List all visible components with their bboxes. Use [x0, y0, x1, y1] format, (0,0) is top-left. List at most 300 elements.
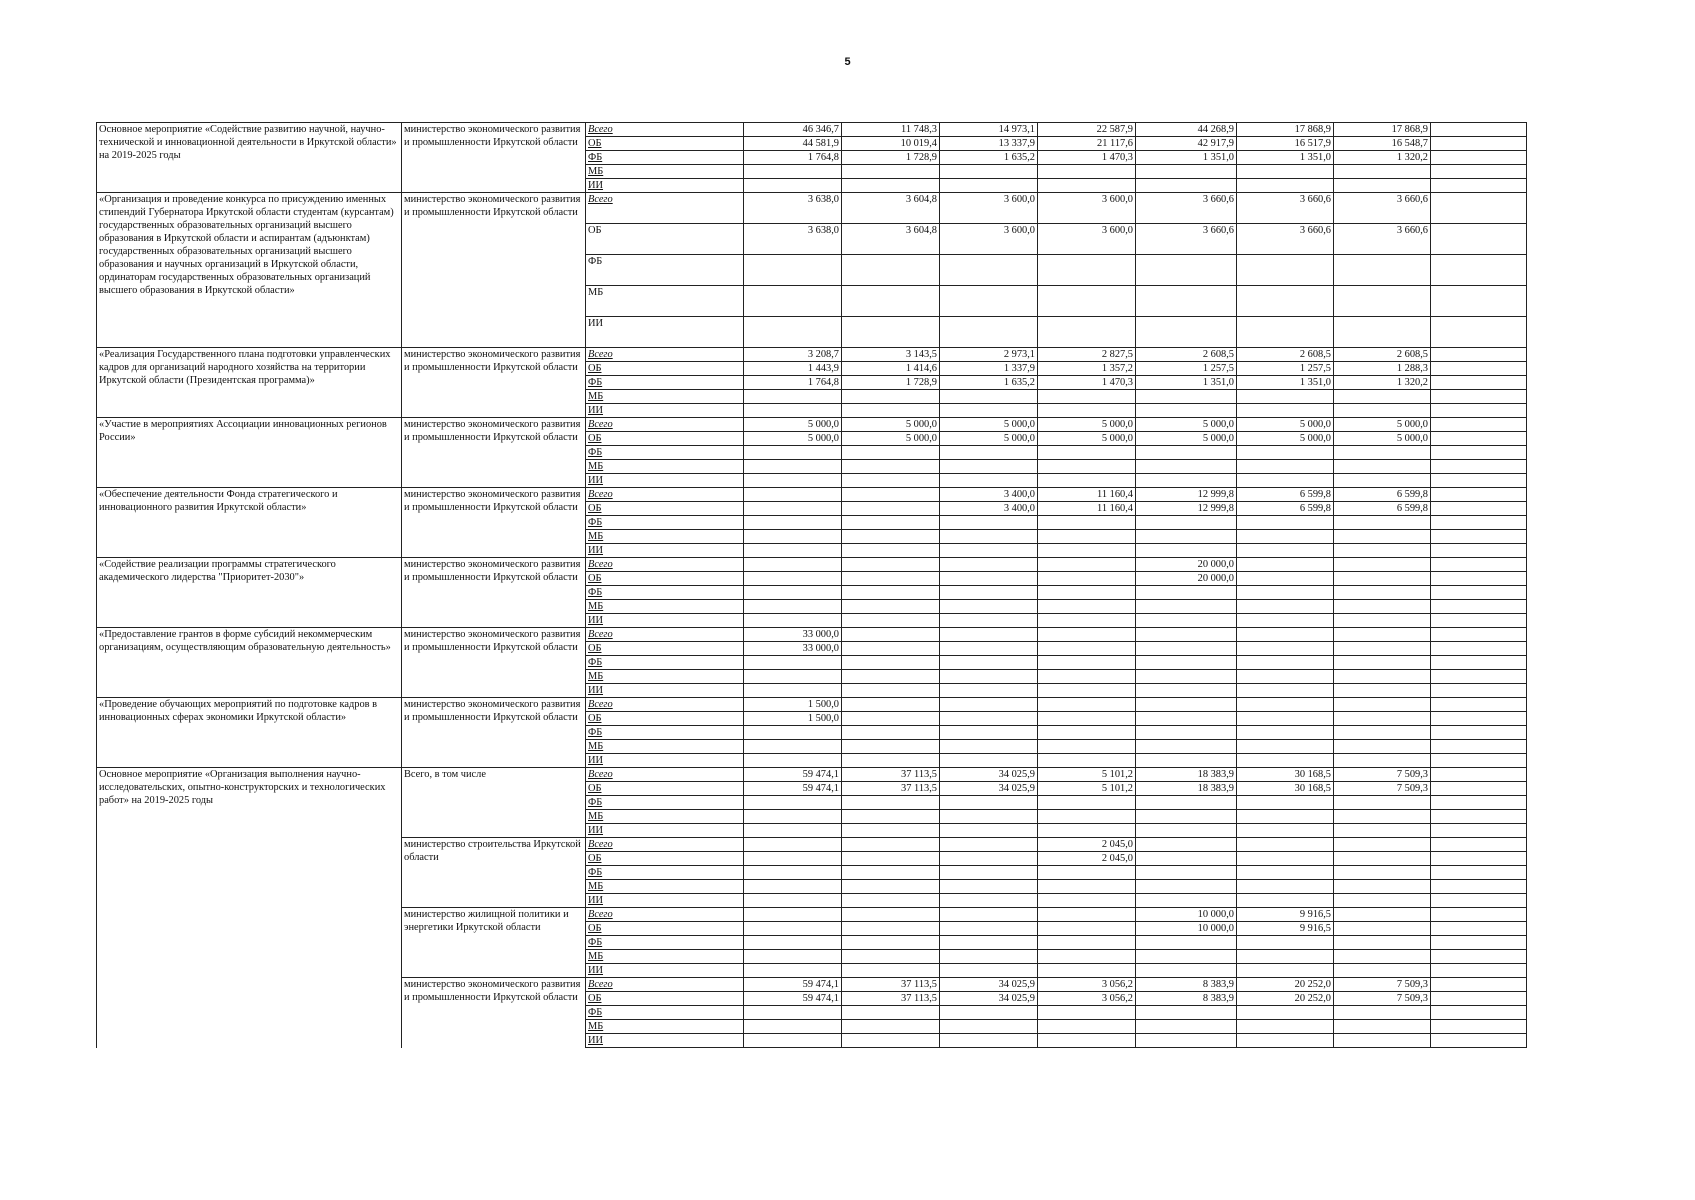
amount-cell: 1 351,0 [1136, 376, 1237, 390]
amount-cell [1431, 348, 1527, 362]
amount-cell [1334, 255, 1431, 286]
amount-cell: 3 638,0 [744, 193, 842, 224]
amount-cell: 1 257,5 [1136, 362, 1237, 376]
amount-cell [842, 474, 940, 488]
amount-cell: 3 400,0 [940, 488, 1038, 502]
amount-cell [842, 838, 940, 852]
amount-cell [1334, 446, 1431, 460]
amount-cell [744, 1006, 842, 1020]
responsible-executor: Всего, в том числе [402, 768, 586, 838]
amount-cell [1038, 404, 1136, 418]
amount-cell: 11 160,4 [1038, 488, 1136, 502]
amount-cell [1038, 894, 1136, 908]
amount-cell [1431, 698, 1527, 712]
amount-cell [1334, 317, 1431, 348]
amount-cell: 59 474,1 [744, 992, 842, 1006]
amount-cell: 3 660,6 [1136, 193, 1237, 224]
amount-cell [1136, 852, 1237, 866]
amount-cell [744, 165, 842, 179]
amount-cell [1136, 165, 1237, 179]
amount-cell [1038, 642, 1136, 656]
amount-cell [940, 950, 1038, 964]
amount-cell [1431, 123, 1527, 137]
amount-cell [842, 628, 940, 642]
amount-cell [1431, 614, 1527, 628]
amount-cell [940, 516, 1038, 530]
amount-cell [1334, 908, 1431, 922]
amount-cell [1038, 572, 1136, 586]
page-number: 5 [844, 56, 851, 68]
amount-cell [1237, 530, 1334, 544]
amount-cell [940, 460, 1038, 474]
funding-source: ОБ [586, 224, 744, 255]
responsible-executor: министерство экономического развития и промышленности Иркутской области [402, 558, 586, 628]
amount-cell [1038, 656, 1136, 670]
event-block [97, 698, 1527, 768]
amount-cell [1334, 950, 1431, 964]
amount-cell [1334, 726, 1431, 740]
amount-cell [744, 544, 842, 558]
amount-cell [940, 656, 1038, 670]
amount-cell [1431, 586, 1527, 600]
amount-cell [1237, 684, 1334, 698]
amount-cell [1431, 572, 1527, 586]
funding-source: ИИ [586, 684, 744, 698]
amount-cell [842, 255, 940, 286]
table-row [97, 418, 1527, 432]
amount-cell [1334, 642, 1431, 656]
funding-source: Всего [586, 418, 744, 432]
amount-cell [1431, 600, 1527, 614]
amount-cell [940, 754, 1038, 768]
amount-cell: 7 509,3 [1334, 768, 1431, 782]
amount-cell [1038, 712, 1136, 726]
amount-cell [1038, 726, 1136, 740]
amount-cell [1237, 460, 1334, 474]
amount-cell [842, 614, 940, 628]
amount-cell [744, 796, 842, 810]
amount-cell [842, 1006, 940, 1020]
amount-cell [1136, 530, 1237, 544]
amount-cell [1038, 698, 1136, 712]
amount-cell [1431, 754, 1527, 768]
amount-cell [744, 502, 842, 516]
funding-source: Всего [586, 838, 744, 852]
program-name: «Предоставление грантов в форме субсидий некоммерческим организациям, осуществляющим образовательную деятельность» [97, 628, 402, 698]
amount-cell [1136, 642, 1237, 656]
amount-cell: 1 500,0 [744, 698, 842, 712]
amount-cell: 12 999,8 [1136, 488, 1237, 502]
amount-cell [1237, 255, 1334, 286]
amount-cell: 7 509,3 [1334, 782, 1431, 796]
amount-cell [1334, 165, 1431, 179]
amount-cell [1038, 544, 1136, 558]
amount-cell [842, 286, 940, 317]
amount-cell [1334, 922, 1431, 936]
amount-cell: 1 337,9 [940, 362, 1038, 376]
amount-cell [842, 712, 940, 726]
amount-cell [842, 572, 940, 586]
amount-cell [1237, 698, 1334, 712]
amount-cell: 5 000,0 [744, 432, 842, 446]
amount-cell [1136, 936, 1237, 950]
amount-cell: 7 509,3 [1334, 992, 1431, 1006]
amount-cell [1038, 600, 1136, 614]
amount-cell: 20 000,0 [1136, 558, 1237, 572]
amount-cell [1237, 404, 1334, 418]
amount-cell [1431, 838, 1527, 852]
amount-cell [1038, 1006, 1136, 1020]
amount-cell [940, 446, 1038, 460]
amount-cell [1431, 810, 1527, 824]
amount-cell [1136, 838, 1237, 852]
amount-cell [940, 317, 1038, 348]
amount-cell [1431, 460, 1527, 474]
amount-cell [1038, 964, 1136, 978]
funding-source: МБ [586, 950, 744, 964]
amount-cell: 18 383,9 [1136, 782, 1237, 796]
funding-source: ОБ [586, 362, 744, 376]
amount-cell [1136, 586, 1237, 600]
funding-source: ОБ [586, 572, 744, 586]
funding-source: Всего [586, 558, 744, 572]
amount-cell [1136, 1034, 1237, 1048]
amount-cell [842, 656, 940, 670]
amount-cell: 1 357,2 [1038, 362, 1136, 376]
amount-cell [1237, 165, 1334, 179]
amount-cell [1334, 460, 1431, 474]
amount-cell [1136, 754, 1237, 768]
amount-cell [1237, 852, 1334, 866]
funding-source: ИИ [586, 404, 744, 418]
amount-cell [940, 796, 1038, 810]
amount-cell [1237, 642, 1334, 656]
amount-cell [1038, 317, 1136, 348]
amount-cell [940, 404, 1038, 418]
responsible-executor: министерство экономического развития и промышленности Иркутской области [402, 488, 586, 558]
amount-cell [744, 880, 842, 894]
amount-cell [1038, 530, 1136, 544]
amount-cell [842, 1020, 940, 1034]
amount-cell [1038, 1020, 1136, 1034]
amount-cell [842, 894, 940, 908]
amount-cell [1334, 670, 1431, 684]
amount-cell [842, 516, 940, 530]
table-row [97, 193, 1527, 224]
amount-cell [1038, 586, 1136, 600]
amount-cell [940, 684, 1038, 698]
amount-cell [744, 572, 842, 586]
amount-cell [1431, 516, 1527, 530]
amount-cell [744, 852, 842, 866]
amount-cell [1237, 179, 1334, 193]
amount-cell [1136, 600, 1237, 614]
amount-cell [744, 558, 842, 572]
amount-cell [1334, 286, 1431, 317]
amount-cell [1136, 460, 1237, 474]
amount-cell: 44 581,9 [744, 137, 842, 151]
amount-cell [1038, 628, 1136, 642]
amount-cell [1431, 978, 1527, 992]
amount-cell: 5 000,0 [1237, 432, 1334, 446]
amount-cell [1431, 866, 1527, 880]
amount-cell [1431, 286, 1527, 317]
funding-source: ОБ [586, 712, 744, 726]
amount-cell [940, 936, 1038, 950]
amount-cell: 2 608,5 [1237, 348, 1334, 362]
amount-cell [940, 880, 1038, 894]
amount-cell [1431, 852, 1527, 866]
amount-cell: 59 474,1 [744, 978, 842, 992]
amount-cell [940, 530, 1038, 544]
program-name: «Организация и проведение конкурса по присуждению именных стипендий Губернатора Иркутской области студентам (курсантам) государственных образовательных организаций высшего образования в Иркутской области и аспирантам (адъюнктам) государственных образовательных организаций высшего образования и научных организаций в Иркутской области, ординаторам государственных образовательных организаций высшего образования в Иркутской области» [97, 193, 402, 348]
amount-cell [1237, 446, 1334, 460]
funding-source: Всего [586, 628, 744, 642]
amount-cell [1136, 516, 1237, 530]
funding-source: ФБ [586, 516, 744, 530]
event-block [97, 488, 1527, 558]
amount-cell: 1 351,0 [1237, 376, 1334, 390]
amount-cell: 1 728,9 [842, 376, 940, 390]
amount-cell: 5 000,0 [940, 418, 1038, 432]
amount-cell [842, 600, 940, 614]
amount-cell [940, 740, 1038, 754]
amount-cell [1136, 317, 1237, 348]
amount-cell [842, 179, 940, 193]
amount-cell [1038, 1034, 1136, 1048]
responsible-executor: министерство экономического развития и промышленности Иркутской области [402, 123, 586, 193]
amount-cell: 6 599,8 [1237, 502, 1334, 516]
amount-cell: 5 000,0 [1038, 432, 1136, 446]
amount-cell [1136, 796, 1237, 810]
amount-cell [1038, 255, 1136, 286]
amount-cell: 34 025,9 [940, 992, 1038, 1006]
amount-cell: 33 000,0 [744, 628, 842, 642]
financing-table [96, 122, 1527, 1048]
amount-cell [1237, 1020, 1334, 1034]
amount-cell [744, 936, 842, 950]
amount-cell [1237, 950, 1334, 964]
amount-cell [1431, 628, 1527, 642]
amount-cell [1334, 404, 1431, 418]
amount-cell [1431, 558, 1527, 572]
amount-cell [1334, 810, 1431, 824]
amount-cell [1038, 684, 1136, 698]
amount-cell [744, 255, 842, 286]
amount-cell: 6 599,8 [1334, 502, 1431, 516]
amount-cell [1136, 255, 1237, 286]
amount-cell [1237, 390, 1334, 404]
amount-cell [1237, 838, 1334, 852]
funding-source: МБ [586, 1020, 744, 1034]
amount-cell: 1 443,9 [744, 362, 842, 376]
amount-cell [842, 488, 940, 502]
amount-cell: 34 025,9 [940, 768, 1038, 782]
funding-source: МБ [586, 740, 744, 754]
amount-cell [1237, 740, 1334, 754]
amount-cell [940, 628, 1038, 642]
amount-cell [1334, 614, 1431, 628]
amount-cell [1136, 698, 1237, 712]
amount-cell [1431, 824, 1527, 838]
amount-cell [1431, 224, 1527, 255]
amount-cell [842, 698, 940, 712]
amount-cell [1237, 656, 1334, 670]
event-block [97, 418, 1527, 488]
amount-cell: 8 383,9 [1136, 978, 1237, 992]
amount-cell [1136, 740, 1237, 754]
amount-cell [940, 866, 1038, 880]
table-row [97, 698, 1527, 712]
amount-cell [1334, 586, 1431, 600]
amount-cell [842, 908, 940, 922]
funding-source: ОБ [586, 137, 744, 151]
amount-cell: 3 056,2 [1038, 992, 1136, 1006]
amount-cell [1431, 151, 1527, 165]
amount-cell [1237, 474, 1334, 488]
table-row [97, 768, 1527, 782]
amount-cell [940, 179, 1038, 193]
table-row [97, 348, 1527, 362]
amount-cell [744, 488, 842, 502]
funding-source: ОБ [586, 432, 744, 446]
amount-cell: 2 973,1 [940, 348, 1038, 362]
amount-cell [842, 964, 940, 978]
event-block [97, 123, 1527, 193]
amount-cell [1334, 796, 1431, 810]
funding-source: ИИ [586, 544, 744, 558]
amount-cell [744, 754, 842, 768]
amount-cell: 10 000,0 [1136, 922, 1237, 936]
amount-cell [940, 810, 1038, 824]
event-block [97, 193, 1527, 348]
amount-cell [744, 684, 842, 698]
amount-cell [842, 852, 940, 866]
amount-cell [1237, 1006, 1334, 1020]
amount-cell [1334, 544, 1431, 558]
amount-cell [744, 446, 842, 460]
amount-cell [940, 572, 1038, 586]
amount-cell: 1 351,0 [1136, 151, 1237, 165]
amount-cell: 8 383,9 [1136, 992, 1237, 1006]
amount-cell [1136, 286, 1237, 317]
amount-cell [1431, 530, 1527, 544]
amount-cell [1136, 670, 1237, 684]
funding-source: МБ [586, 390, 744, 404]
amount-cell [842, 1034, 940, 1048]
amount-cell: 30 168,5 [1237, 782, 1334, 796]
amount-cell [1038, 558, 1136, 572]
funding-source: ОБ [586, 782, 744, 796]
amount-cell [1334, 572, 1431, 586]
amount-cell [744, 390, 842, 404]
amount-cell [940, 698, 1038, 712]
amount-cell [842, 446, 940, 460]
amount-cell: 1 470,3 [1038, 151, 1136, 165]
amount-cell [1038, 740, 1136, 754]
amount-cell: 6 599,8 [1334, 488, 1431, 502]
amount-cell [1431, 656, 1527, 670]
funding-source: Всего [586, 978, 744, 992]
amount-cell [1334, 936, 1431, 950]
amount-cell [1431, 964, 1527, 978]
amount-cell [842, 670, 940, 684]
amount-cell [1237, 936, 1334, 950]
amount-cell: 13 337,9 [940, 137, 1038, 151]
amount-cell [1334, 530, 1431, 544]
amount-cell [1237, 544, 1334, 558]
amount-cell [940, 614, 1038, 628]
funding-source: Всего [586, 488, 744, 502]
funding-source: ИИ [586, 614, 744, 628]
amount-cell: 2 608,5 [1334, 348, 1431, 362]
amount-cell: 1 470,3 [1038, 376, 1136, 390]
amount-cell [940, 390, 1038, 404]
amount-cell [1431, 922, 1527, 936]
amount-cell [1038, 179, 1136, 193]
amount-cell [842, 950, 940, 964]
amount-cell [1136, 390, 1237, 404]
amount-cell [842, 642, 940, 656]
amount-cell [940, 908, 1038, 922]
amount-cell [1334, 824, 1431, 838]
amount-cell: 5 000,0 [842, 432, 940, 446]
amount-cell [1431, 726, 1527, 740]
amount-cell [1334, 1034, 1431, 1048]
amount-cell [1136, 866, 1237, 880]
amount-cell: 14 973,1 [940, 123, 1038, 137]
funding-source: МБ [586, 670, 744, 684]
amount-cell: 20 000,0 [1136, 572, 1237, 586]
amount-cell [1136, 894, 1237, 908]
event-block [97, 768, 1527, 1048]
amount-cell: 1 351,0 [1237, 151, 1334, 165]
amount-cell [842, 460, 940, 474]
amount-cell [744, 656, 842, 670]
amount-cell [744, 950, 842, 964]
amount-cell [1431, 317, 1527, 348]
amount-cell [940, 1006, 1038, 1020]
amount-cell [940, 726, 1038, 740]
responsible-executor: министерство экономического развития и промышленности Иркутской области [402, 418, 586, 488]
amount-cell [1431, 782, 1527, 796]
amount-cell: 5 000,0 [1334, 418, 1431, 432]
table-row [97, 488, 1527, 502]
amount-cell [1431, 544, 1527, 558]
amount-cell [1038, 754, 1136, 768]
amount-cell [1334, 516, 1431, 530]
amount-cell [842, 922, 940, 936]
amount-cell [1237, 810, 1334, 824]
amount-cell [1136, 824, 1237, 838]
amount-cell: 20 252,0 [1237, 978, 1334, 992]
amount-cell [1431, 684, 1527, 698]
event-block [97, 558, 1527, 628]
amount-cell: 1 635,2 [940, 376, 1038, 390]
amount-cell: 16 517,9 [1237, 137, 1334, 151]
funding-source: ОБ [586, 502, 744, 516]
amount-cell [842, 810, 940, 824]
amount-cell: 3 056,2 [1038, 978, 1136, 992]
funding-source: Всего [586, 193, 744, 224]
amount-cell [744, 530, 842, 544]
amount-cell [1237, 796, 1334, 810]
amount-cell: 3 660,6 [1237, 193, 1334, 224]
amount-cell [1136, 544, 1237, 558]
funding-source: ИИ [586, 894, 744, 908]
amount-cell [1431, 642, 1527, 656]
amount-cell [744, 179, 842, 193]
